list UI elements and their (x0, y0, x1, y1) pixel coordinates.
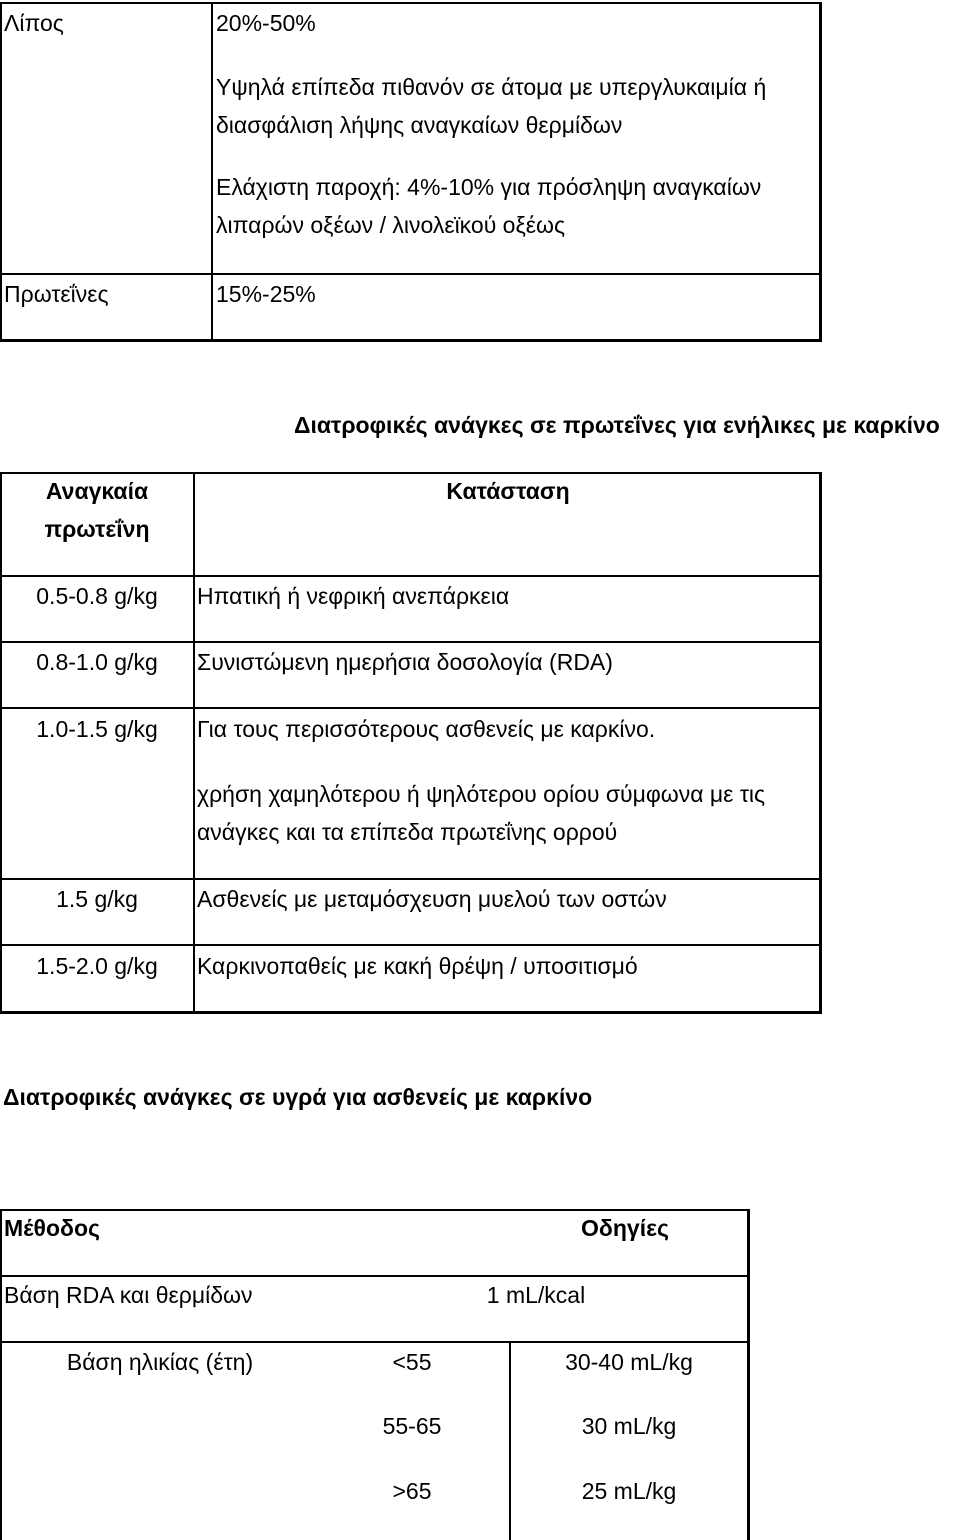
protein-condition-2: Για τους περισσότερους ασθενείς με καρκίνο. (197, 716, 656, 742)
macro-table-row-divider (0, 273, 822, 275)
age-range-1: 55-65 (382, 1413, 442, 1439)
protein-amount-3: 1.5 g/kg (56, 886, 138, 912)
protein-note-2: χρήση χαμηλότερου ή ψηλότερου ορίου σύμφωνα με τις ανάγκες και τα επίπεδα πρωτεΐνης ορρού (197, 781, 766, 845)
header-method: Μέθοδος (4, 1215, 100, 1241)
macro-table-col-divider (211, 2, 213, 342)
fat-note-hyperglycemia: Υψηλά επίπεδα πιθανόν σε άτομα με υπεργλυκαιμία ή διασφάλιση λήψης αναγκαίων θερμίδων (216, 74, 767, 138)
protein-condition-1: Συνιστώμενη ημερήσια δοσολογία (RDA) (197, 649, 613, 675)
protein-value: 15%-25% (216, 281, 316, 307)
fat-note-minimum: Ελάχιστη παροχή: 4%-10% για πρόσληψη αναγκαίων λιπαρών οξέων / λινολεϊκού οξέως (216, 174, 762, 238)
protein-amount-4: 1.5-2.0 g/kg (36, 953, 158, 979)
rda-method-value: 1 mL/kcal (486, 1282, 586, 1308)
protein-condition-4: Καρκινοπαθείς με κακή θρέψη / υποσιτισμό (197, 953, 638, 979)
fat-value: 20%-50% (216, 10, 316, 36)
header-protein-amount: Αναγκαία πρωτεΐνη (44, 478, 150, 542)
protein-label: Πρωτεΐνες (4, 281, 109, 307)
header-guidelines: Οδηγίες (581, 1215, 669, 1241)
protein-amount-1: 0.8-1.0 g/kg (36, 649, 158, 675)
age-value-0: 30-40 mL/kg (565, 1349, 693, 1375)
fat-label: Λίπος (4, 10, 64, 36)
age-range-0: <55 (392, 1349, 432, 1375)
protein-table-row-divider-3 (0, 707, 822, 709)
fluid-table-title: Διατροφικές ανάγκες σε υγρά για ασθενείς με καρκίνο (3, 1084, 593, 1110)
protein-condition-0: Ηπατική ή νεφρική ανεπάρκεια (197, 583, 510, 609)
rda-method-label: Βάση RDA και θερμίδων (4, 1282, 253, 1308)
protein-table-title: Διατροφικές ανάγκες σε πρωτεΐνες για ενήλικες με καρκίνο (294, 412, 940, 438)
age-method-label: Βάση ηλικίας (έτη) (66, 1349, 254, 1375)
age-value-1: 30 mL/kg (581, 1413, 677, 1439)
header-condition: Κατάσταση (446, 478, 570, 504)
age-value-2: 25 mL/kg (581, 1478, 677, 1504)
protein-amount-0: 0.5-0.8 g/kg (36, 583, 158, 609)
protein-table-row-divider-5 (0, 944, 822, 946)
protein-amount-2: 1.0-1.5 g/kg (36, 716, 158, 742)
age-range-2: >65 (392, 1478, 432, 1504)
protein-condition-3: Ασθενείς με μεταμόσχευση μυελού των οστών (197, 886, 667, 912)
